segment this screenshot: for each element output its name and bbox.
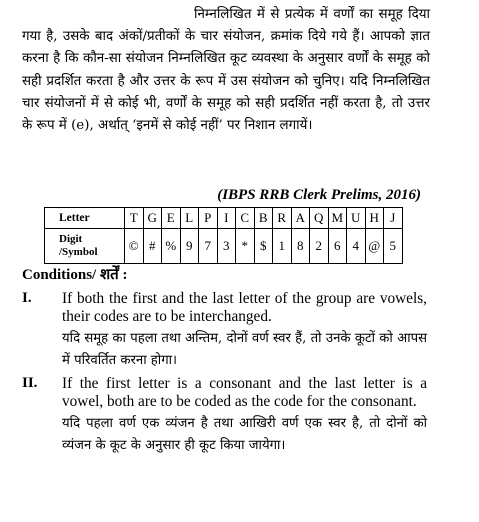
exam-source: (IBPS RRB Clerk Prelims, 2016) [217, 187, 421, 203]
condition-item [22, 375, 427, 457]
letter-cell: M [328, 208, 347, 229]
letter-cell: P [199, 208, 218, 229]
letter-row [45, 208, 403, 229]
conditions-title: Conditions/ शर्तें : [22, 267, 128, 283]
letter-code-table [44, 207, 403, 264]
code-cell: % [162, 229, 181, 264]
digit-symbol-header: Digit /Symbol [45, 229, 125, 264]
code-cell: 2 [310, 229, 329, 264]
letter-cell: T [125, 208, 144, 229]
letter-cell: C [236, 208, 255, 229]
code-cell: $ [254, 229, 273, 264]
letter-cell: Q [310, 208, 329, 229]
condition-english: If both the first and the last letter of the group are vowels, their codes are to be interchanged. [62, 290, 427, 325]
code-cell: 3 [217, 229, 236, 264]
letter-cell: A [291, 208, 310, 229]
letter-cell: B [254, 208, 273, 229]
condition-hindi: यदि समूह का पहला तथा अन्तिम, दोनों वर्ण स्वर हैं, तो उनके कूटों को आपस में परिवर्तित करना होगा। [62, 331, 427, 368]
code-cell: © [125, 229, 144, 264]
letter-cell: R [273, 208, 292, 229]
condition-number: II. [22, 375, 38, 391]
letter-cell: U [347, 208, 366, 229]
condition-number: I. [22, 290, 32, 306]
code-cell: 8 [291, 229, 310, 264]
code-cell: 4 [347, 229, 366, 264]
code-cell: # [143, 229, 162, 264]
condition-english: If the first letter is a consonant and the last letter is a vowel, both are to be coded as the code for the consonant. [62, 375, 427, 410]
letter-cell: I [217, 208, 236, 229]
code-row [45, 229, 403, 264]
letter-cell: L [180, 208, 199, 229]
code-cell: * [236, 229, 255, 264]
condition-hindi: यदि पहला वर्ण एक व्यंजन है तथा आखिरी वर्ण एक स्वर है, तो दोनों को व्यंजन के कूट के अनुसार ही कूट किया जायेगा। [62, 416, 427, 453]
code-cell: 9 [180, 229, 199, 264]
code-cell: 7 [199, 229, 218, 264]
code-cell: @ [365, 229, 384, 264]
letter-cell: J [384, 208, 403, 229]
condition-item [22, 290, 427, 372]
letter-cell: G [143, 208, 162, 229]
code-cell: 5 [384, 229, 403, 264]
letter-header: Letter [45, 208, 125, 229]
letter-cell: H [365, 208, 384, 229]
question-instructions: निम्नलिखित में से प्रत्येक में वर्णों का समूह दिया गया है, उसके बाद अंकों/प्रतीकों के चार संयोजन, क्रमांक दिये गये हैं। आपको ज्ञात करना है कि कौन-सा संयोजन निम्नलिखित कूट व्यवस्था के अनुसार वर्णों के समूह को सही प्रदर्शित करता है और उत्तर के रूप में उस संयोजन को चुनिए। यदि निम्नलिखित चार संयोजनों में से कोई भी, वर्णों के समूह को सही प्रदर्शित नहीं करता है, तो उत्तर के रूप में (e), अर्थात् ‘इनमें से कोई नहीं’ पर निशान लगायें। [22, 7, 431, 134]
code-cell: 1 [273, 229, 292, 264]
letter-cell: E [162, 208, 181, 229]
code-cell: 6 [328, 229, 347, 264]
